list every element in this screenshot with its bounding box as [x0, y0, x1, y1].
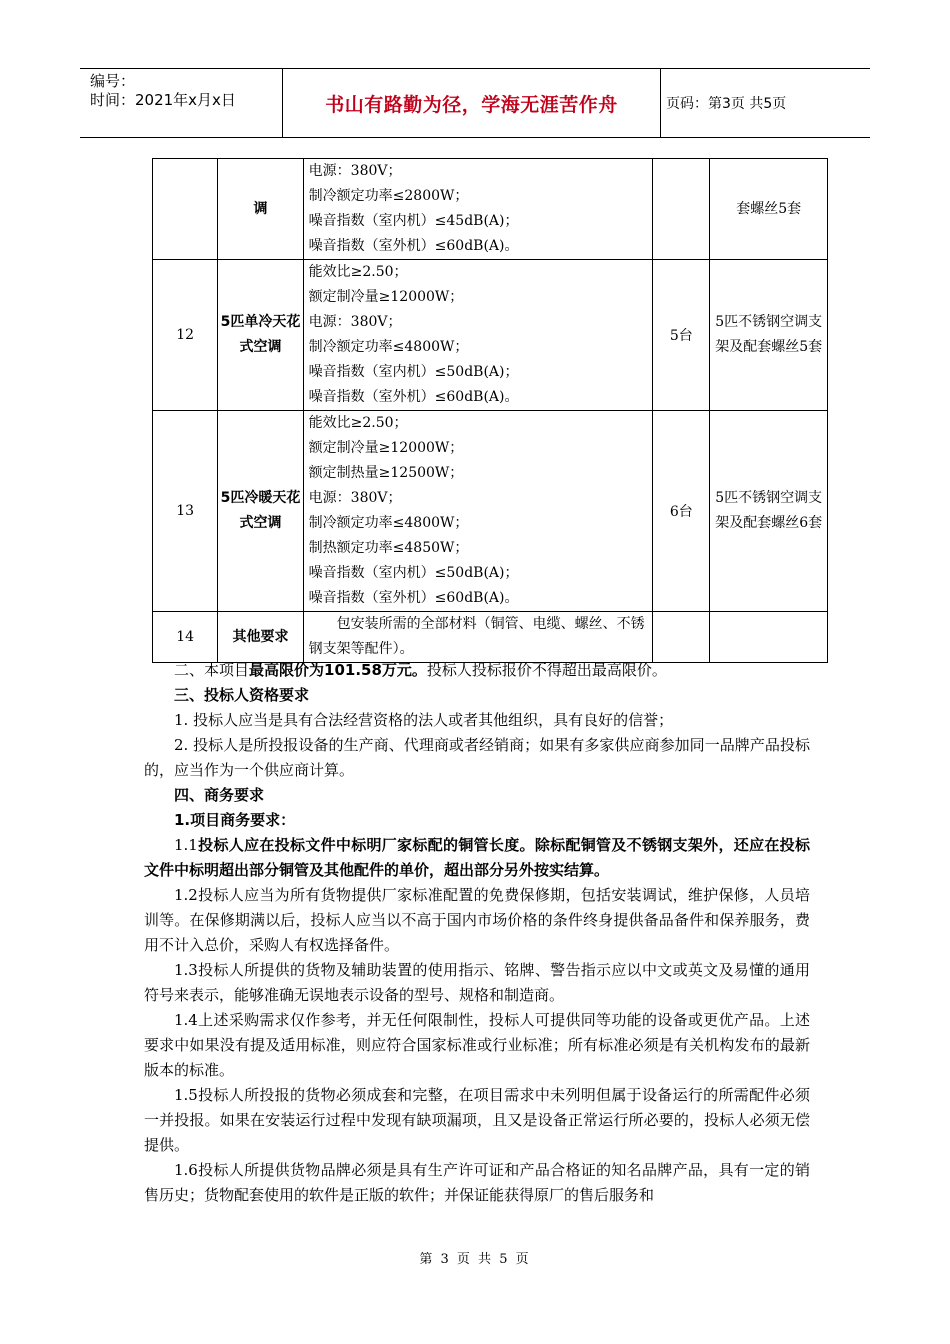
spec-line: 电源：380V； — [308, 163, 402, 179]
spec-line: 噪音指数（室内机）≤50dB(A)； — [308, 364, 519, 380]
item-name: 5匹单冷天花式空调 — [218, 260, 303, 411]
header-page-cell — [664, 69, 872, 137]
page-footer: 第 3 页 共 5 页 — [419, 1252, 531, 1267]
item-quantity: 6台 — [653, 411, 710, 612]
spec-line: 制冷额定功率≤2800W； — [308, 188, 469, 204]
spec-line: 噪音指数（室外机）≤60dB(A)。 — [308, 590, 519, 606]
item-name: 调 — [218, 159, 303, 260]
row-number — [153, 159, 218, 260]
requirement-paragraph — [144, 833, 810, 883]
requirement-paragraph: 1.6投标人所提供货物品牌必须是具有生产许可证和产品合格证的知名品牌产品，具有一定的销售历史；货物配套使用的软件是正版的软件；并保证能获得原厂的售后服务和 — [144, 1161, 810, 1204]
spec-line: 额定制热量≥12500W； — [308, 465, 464, 481]
table-row — [153, 260, 828, 411]
header-page-label: 页码：第3页 共5页 — [666, 96, 787, 112]
spec-line: 额定制冷量≥12000W； — [308, 440, 464, 456]
item-quantity — [653, 612, 710, 663]
spec-line: 制冷额定功率≤4800W； — [308, 339, 469, 355]
section-heading: 三、投标人资格要求 — [174, 686, 310, 704]
requirement-paragraph: 1.3投标人所提供的货物及辅助装置的使用指示、铭牌、警告指示应以中文或英文及易懂的通用符号来表示，能够准确无误地表示设备的型号、规格和制造商。 — [144, 961, 810, 1004]
spec-line: 噪音指数（室内机）≤45dB(A)； — [308, 213, 519, 229]
spec-line: 能效比≥2.50； — [308, 264, 408, 280]
table-row — [153, 411, 828, 612]
item-note — [710, 612, 828, 663]
header-left-cell — [80, 69, 283, 137]
item-quantity: 5台 — [653, 260, 710, 411]
item-name: 其他要求 — [218, 612, 303, 663]
qualification-item: 1. 投标人应当是具有合法经营资格的法人或者其他组织，具有良好的信誉； — [174, 711, 674, 729]
doc-date-label: 时间：2021年x月x日 — [90, 91, 236, 109]
doc-code-label: 编号： — [90, 72, 136, 90]
requirement-paragraph: 1.5投标人所投报的货物必须成套和完整，在项目需求中未列明但属于设备运行的所需配件必须一并投报。如果在安装运行过程中发现有缺项漏项，且又是设备正常运行所必要的，投标人必须无偿提供。 — [144, 1086, 810, 1154]
item-name: 5匹冷暖天花式空调 — [218, 411, 303, 612]
other-requirements-text: 包安装所需的全部材料（铜管、电缆、螺丝、不锈钢支架等配件）。 — [308, 616, 645, 657]
header-motto: 书山有路勤为径，学海无涯苦作舟 — [325, 93, 618, 116]
spec-line: 电源：380V； — [308, 314, 402, 330]
price-limit-post: 投标人投标报价不得超出最高限价。 — [426, 661, 667, 679]
spec-line: 制热额定功率≤4850W； — [308, 540, 469, 556]
item-note: 5匹不锈钢空调支架及配套螺丝5套 — [710, 260, 828, 411]
requirement-bold-text: 投标人应在投标文件中标明厂家标配的铜管长度。除标配铜管及不锈钢支架外，还应在投标文件中标明超出部分铜管及其他配件的单价，超出部分另外按实结算。 — [144, 836, 810, 879]
spec-line: 电源：380V； — [308, 490, 402, 506]
row-number: 13 — [153, 411, 218, 612]
spec-line: 额定制冷量≥12000W； — [308, 289, 464, 305]
body-text — [144, 658, 810, 1208]
spec-line: 噪音指数（室内机）≤50dB(A)； — [308, 565, 519, 581]
table-row — [153, 612, 828, 663]
qualification-item: 2. 投标人是所投报设备的生产商、代理商或者经销商；如果有多家供应商参加同一品牌产品投标的，应当作为一个供应商计算。 — [144, 736, 810, 779]
requirement-number: 1.1 — [174, 836, 198, 854]
item-quantity — [653, 159, 710, 260]
table-row — [153, 159, 828, 260]
requirement-paragraph: 1.2投标人应当为所有货物提供厂家标准配置的免费保修期，包括安装调试，维护保修，人员培训等。在保修期满以后，投标人应当以不高于国内市场价格的条件终身提供备品备件和保养服务，费用不计入总价，采购人有权选择备件。 — [144, 886, 810, 954]
section-heading: 四、商务要求 — [174, 786, 265, 804]
spec-line: 能效比≥2.50； — [308, 415, 408, 431]
spec-line: 制冷额定功率≤4800W； — [308, 515, 469, 531]
item-specs — [303, 612, 653, 663]
price-limit-paragraph — [144, 658, 810, 683]
spec-line: 噪音指数（室外机）≤60dB(A)。 — [308, 389, 519, 405]
page-header — [80, 68, 870, 138]
row-number: 14 — [153, 612, 218, 663]
row-number: 12 — [153, 260, 218, 411]
spec-line: 噪音指数（室外机）≤60dB(A)。 — [308, 238, 519, 254]
requirement-paragraph: 1.4上述采购需求仅作参考，并无任何限制性，投标人可提供同等功能的设备或更优产品。上述要求中如果没有提及适用标准，则应符合国家标准或行业标准；所有标准必须是有关机构发布的最新版本的标准。 — [144, 1011, 810, 1079]
subsection-heading: 1.项目商务要求： — [174, 811, 296, 829]
item-specs — [303, 411, 653, 612]
item-specs — [303, 159, 653, 260]
equipment-table — [152, 158, 828, 663]
item-specs — [303, 260, 653, 411]
price-limit-bold: 最高限价为101.58万元。 — [249, 661, 427, 679]
price-limit-pre: 二、本项目 — [174, 661, 250, 679]
item-note: 套螺丝5套 — [710, 159, 828, 260]
item-note: 5匹不锈钢空调支架及配套螺丝6套 — [710, 411, 828, 612]
header-motto-cell — [283, 69, 661, 137]
